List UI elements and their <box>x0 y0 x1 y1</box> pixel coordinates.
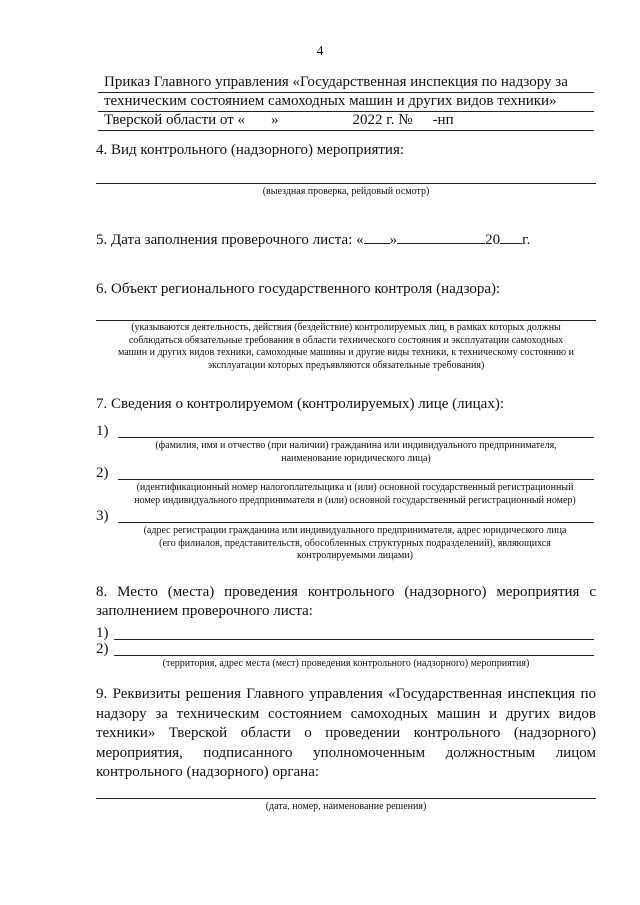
s7-item-1-caption-line-1: (фамилия, имя и отчество (при наличии) гражданина или индивидуального предпринимателя, <box>155 440 557 451</box>
s7-item-3-caption-line-3: контролируемыми лицами) <box>297 550 413 562</box>
header-date-prefix: Тверской области от « <box>104 112 246 128</box>
s4-caption: (выездная проверка, рейдовый осмотр) <box>262 186 430 197</box>
s7-item-1-label: 1) <box>96 423 109 439</box>
s9-caption: (дата, номер, наименование решения) <box>265 801 427 812</box>
s4-fill-line <box>96 183 596 184</box>
header-underline-3 <box>98 130 594 131</box>
s7-item-3-caption-line-2: (его филиалов, представительств, обособленных структурных подразделений), являющихся <box>159 537 551 549</box>
s6-caption-line-4: эксплуатации которых предъявляются обязательные требования) <box>207 359 485 371</box>
s8-item-1-label: 1) <box>96 625 109 641</box>
s8-item-1-line <box>114 639 594 640</box>
s5-century: 20 <box>485 232 501 248</box>
s4-title: 4. Вид контрольного (надзорного) мероприятия: <box>96 142 405 158</box>
header-date-close: » <box>271 112 279 128</box>
s5-title <box>96 230 530 249</box>
s8-item-2-line <box>114 655 594 656</box>
s6-caption-line-1: (указываются деятельность, действия (бездействие) контролируемых лиц, в рамках которых должны <box>131 322 561 333</box>
s9-text: 9. Реквизиты решения Главного управления «Государственная инспекция по надзору за техническим состоянием самоходных машин и других видов техники» Тверской области о проведении контрольного (надзорного) мероприятия, подписанного уполномоченным должностным лицом контрольного (надзорного) органа: <box>96 686 596 780</box>
header-year-number: 2022 г. № <box>352 112 413 128</box>
s8-title-line-2: заполнением проверочного листа: <box>96 603 313 619</box>
s7-item-2-caption-line-2: номер индивидуального предпринимателя и (или) основной государственный регистрационный номер) <box>134 494 576 506</box>
s5-close-quote: » <box>389 232 398 248</box>
s7-item-3-label: 3) <box>96 508 109 524</box>
page-number: 4 <box>316 44 324 59</box>
s7-item-1-line <box>118 437 594 438</box>
s7-item-2-label: 2) <box>96 465 109 481</box>
s7-item-1-caption-line-2: наименование юридического лица) <box>281 452 431 464</box>
header-line-1: Приказ Главного управления «Государственная инспекция по надзору за <box>104 74 568 90</box>
s6-caption <box>96 322 596 372</box>
s7-item-3-caption-line-1: (адрес регистрации гражданина или индивидуального предпринимателя, адрес юридического лица <box>143 525 567 536</box>
s7-item-2-line <box>118 479 594 480</box>
header-suffix: -нп <box>432 112 454 128</box>
s6-caption-line-2: соблюдаться обязательные требования в области технического состояния и эксплуатации самоходных <box>128 334 564 346</box>
s5-year-suffix: г. <box>522 232 531 248</box>
s5-label: 5. Дата заполнения проверочного листа: « <box>96 232 364 248</box>
header-line-3 <box>104 112 454 129</box>
s6-caption-line-3: машин и других видов техники, самоходные машины и другие виды техники, к техническому состоянию и <box>117 347 574 359</box>
s6-fill-line <box>96 320 596 321</box>
s7-item-3-caption <box>110 525 600 563</box>
s7-item-2-caption-line-1: (идентификационный номер налогоплательщика и (или) основной государственный регистрационный <box>136 482 574 493</box>
s8-caption: (территория, адрес места (мест) проведения контрольного (надзорного) мероприятия) <box>162 658 530 669</box>
s6-title: 6. Объект регионального государственного контроля (надзора): <box>96 281 501 297</box>
header-line-2: техническим состоянием самоходных машин и других видов техники» <box>104 93 557 109</box>
s7-title: 7. Сведения о контролируемом (контролируемых) лице (лицах): <box>96 396 505 412</box>
s9-fill-line <box>96 798 596 799</box>
s8-title-line-1: 8. Место (места) проведения контрольного (надзорного) мероприятия с <box>96 584 596 600</box>
s7-item-2-caption <box>110 482 600 507</box>
s7-item-3-line <box>118 522 594 523</box>
s7-item-1-caption <box>118 440 594 465</box>
s8-item-2-label: 2) <box>96 641 109 657</box>
